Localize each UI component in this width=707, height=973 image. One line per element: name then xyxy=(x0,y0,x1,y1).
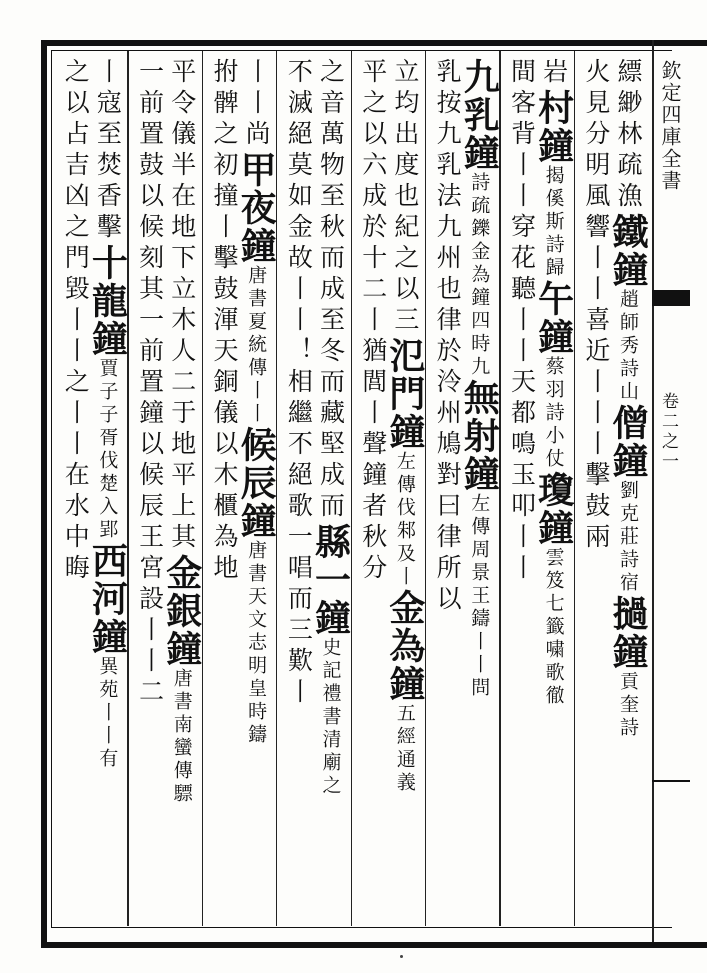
text-column xyxy=(160,58,203,920)
entry-heading: 僧鐘 xyxy=(607,404,649,480)
text-segment: 縹緲林疏漁 xyxy=(614,58,643,213)
text-segment: 客背丨丨 xyxy=(507,89,537,213)
text-segment: 渾天銅儀以木櫃為地 xyxy=(209,306,239,585)
text-column xyxy=(501,58,537,920)
citation-note: 蔡羽詩小仗 xyxy=(542,356,565,471)
text-column xyxy=(532,58,575,920)
entry-heading: 九乳鐘 xyxy=(458,58,501,172)
text-column xyxy=(309,58,352,920)
text-segment: 岩 xyxy=(539,58,569,89)
text-column xyxy=(353,58,386,920)
entry-heading: 瓊鐘 xyxy=(532,471,575,547)
text-segment: 間 xyxy=(507,58,537,89)
column-rule xyxy=(202,51,203,926)
text-segment: 律於泠州鳩對曰律所以 xyxy=(433,306,463,616)
text-segment: 之門毀丨丨之丨 xyxy=(61,213,91,430)
citation-note: 詩疏鑠金為鐘四時九 xyxy=(468,172,491,379)
entry-heading: 午鐘 xyxy=(532,280,575,356)
text-segment: 鐘者秋分 xyxy=(358,461,388,585)
column-rule xyxy=(425,51,426,926)
citation-note: 五經通義 xyxy=(393,703,416,795)
citation-note: 雲笈七籤嘨歌徹 xyxy=(542,547,565,708)
citation-note: 唐書南蠻傳驃 xyxy=(170,668,193,806)
entry-heading: 金為鐘 xyxy=(383,589,426,703)
column-rule xyxy=(127,51,128,926)
text-segment: 之音萬物至秋而成至冬而藏堅成而 xyxy=(316,58,346,523)
citation-note: 趙師秀詩山 xyxy=(617,289,639,404)
text-segment: 拊髀 xyxy=(209,58,239,120)
entry-heading: 鐵鐘 xyxy=(607,213,649,289)
text-column xyxy=(427,58,463,920)
text-column xyxy=(86,58,129,920)
text-column xyxy=(235,58,278,920)
lower-margin-mark xyxy=(652,780,690,782)
text-segment: 不滅絕莫如金故丨丨！相繼不絕 xyxy=(284,58,314,492)
text-segment: 一前置鼓以候刻其一前置鐘以候辰 xyxy=(135,58,165,523)
book-title: 欽定四庫全書 xyxy=(658,60,682,192)
text-segment: 歌一唱而三歎丨 xyxy=(284,492,314,709)
text-segment: 火見分明 xyxy=(581,58,611,182)
entry-heading: 村鐘 xyxy=(532,89,575,165)
citation-note: 貢奎詩 xyxy=(617,671,639,740)
text-segment: 平之以六成於十二 xyxy=(358,58,388,306)
ink-dot xyxy=(400,955,403,958)
entry-heading: 縣一鐘 xyxy=(309,523,352,637)
entry-heading: 西河鐘 xyxy=(86,542,129,656)
text-segment: 天都鳴玉叩丨丨 xyxy=(507,368,537,585)
text-segment: 喜近丨丨 xyxy=(581,306,611,430)
citation-note: 唐書夏統傳丨丨 xyxy=(245,265,268,426)
text-segment: 之以占吉凶 xyxy=(61,58,91,213)
citation-note: 左傳周景王鑄丨丨問 xyxy=(468,493,491,700)
text-segment: 之初撞丨擊鼓 xyxy=(209,120,239,306)
text-column xyxy=(204,58,237,920)
column-rule xyxy=(351,51,352,926)
text-column xyxy=(607,58,649,920)
margin-rule xyxy=(652,40,654,942)
text-segment: 風響丨丨 xyxy=(581,182,611,306)
text-column xyxy=(383,58,426,920)
fish-tail-mark xyxy=(652,290,690,306)
text-segment: 丨猶閭丨聲 xyxy=(358,306,388,461)
citation-note: 劉克莊詩宿 xyxy=(617,480,639,595)
text-segment: 乳按九乳法九州也 xyxy=(433,58,463,306)
citation-note: 揭傒斯詩歸 xyxy=(542,165,565,280)
citation-note: 唐書天文志明皇時鑄 xyxy=(245,540,268,747)
volume-label: 卷二之一 xyxy=(658,392,678,472)
text-column xyxy=(458,58,501,920)
text-column xyxy=(55,58,91,920)
citation-note: 左傳伐邾及丨 xyxy=(393,451,416,589)
entry-heading: 無射鐘 xyxy=(458,379,501,493)
citation-note: 史記禮書清廟之 xyxy=(319,637,342,798)
citation-note: 賈子子胥伐楚入郢 xyxy=(96,358,119,542)
text-segment: 丨在水中晦 xyxy=(61,430,91,585)
entry-heading: 甲夜鐘 xyxy=(235,151,278,265)
entry-heading: 候辰鐘 xyxy=(235,426,278,540)
citation-note: 異苑丨丨有 xyxy=(96,656,119,771)
text-segment: 王宮設丨丨二 xyxy=(135,523,165,709)
entry-heading: 金銀鐘 xyxy=(160,554,203,668)
entry-heading: 撾鐘 xyxy=(607,595,649,671)
entry-heading: 十龍鐘 xyxy=(86,244,129,358)
entry-heading: 氾門鐘 xyxy=(383,337,426,451)
text-segment: 平令儀半在地下立木人二于地平上其 xyxy=(167,58,197,554)
text-column xyxy=(576,58,609,920)
text-segment: 穿花聽丨丨 xyxy=(507,213,537,368)
text-column xyxy=(278,58,314,920)
text-segment: 丨丨尚 xyxy=(242,58,272,151)
text-segment: 立均出度也紀之以三 xyxy=(390,58,420,337)
text-column xyxy=(129,58,165,920)
text-segment: 丨寇至焚香擊 xyxy=(93,58,123,244)
text-segment: 丨擊鼓兩 xyxy=(581,430,611,554)
